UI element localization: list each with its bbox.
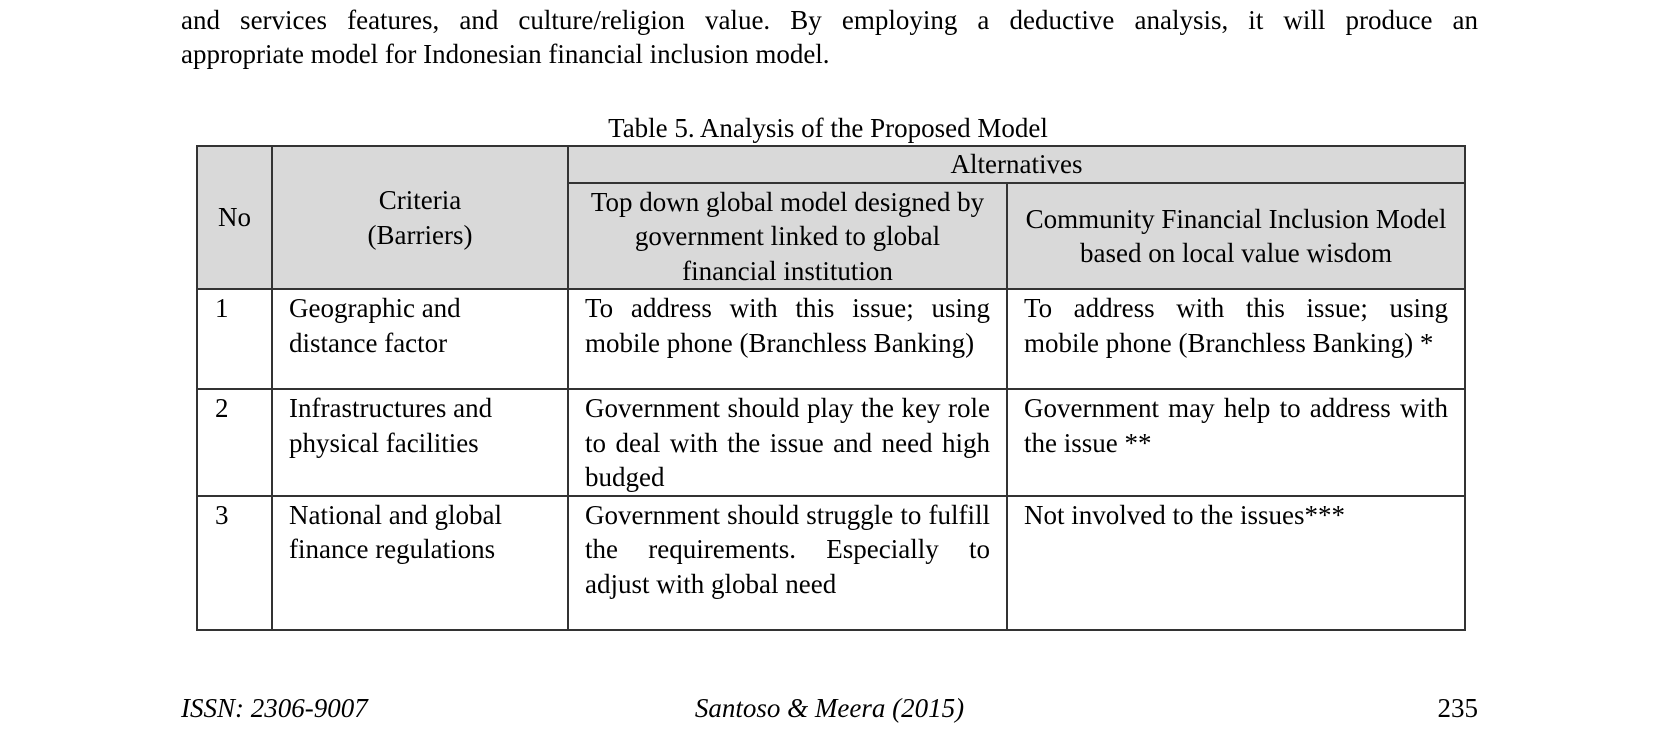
header-alternatives: Alternatives [568,146,1465,183]
page-footer [181,691,1478,725]
header-alt-community: Community Financial Inclusion Model based on local value wisdom [1007,183,1465,290]
header-criteria-line1: Criteria [378,185,462,215]
row-number: 3 [197,496,272,630]
page-number: 235 [1437,693,1478,723]
header-no: No [197,146,272,289]
row-alt-community: Government may help to address with the issue ** [1007,389,1465,496]
row-criteria: Geographic and distance factor [272,289,568,389]
table-caption: Table 5. Analysis of the Proposed Model [608,113,1048,143]
row-alt-top-down: Government should play the key role to deal with the issue and need high budged [568,389,1007,496]
row-alt-community: Not involved to the issues*** [1007,496,1465,630]
analysis-table [196,145,1466,631]
body-paragraph [181,3,1478,71]
table-row [197,289,1465,389]
paragraph-line-2: appropriate model for Indonesian financial inclusion model. [181,39,830,69]
row-criteria: National and global finance regulations [272,496,568,630]
header-alt-top-down: Top down global model designed by government linked to global financial institution [568,183,1007,290]
footer-issn: ISSN: 2306-9007 [181,693,368,723]
header-criteria [272,146,568,289]
row-alt-top-down: Government should struggle to fulfill the requirements. Especially to adjust with global need [568,496,1007,630]
row-alt-community: To address with this issue; using mobile phone (Branchless Banking) * [1007,289,1465,389]
footer-authors: Santoso & Meera (2015) [694,693,965,723]
paragraph-line-1: and services features, and culture/religion value. By employing a deductive analysis, it will produce an [181,5,1478,35]
table-row [197,389,1465,496]
row-number: 1 [197,289,272,389]
table-row [197,496,1465,630]
header-criteria-line2: (Barriers) [367,219,473,250]
row-alt-top-down: To address with this issue; using mobile phone (Branchless Banking) [568,289,1007,389]
row-number: 2 [197,389,272,496]
row-criteria: Infrastructures and physical facilities [272,389,568,496]
